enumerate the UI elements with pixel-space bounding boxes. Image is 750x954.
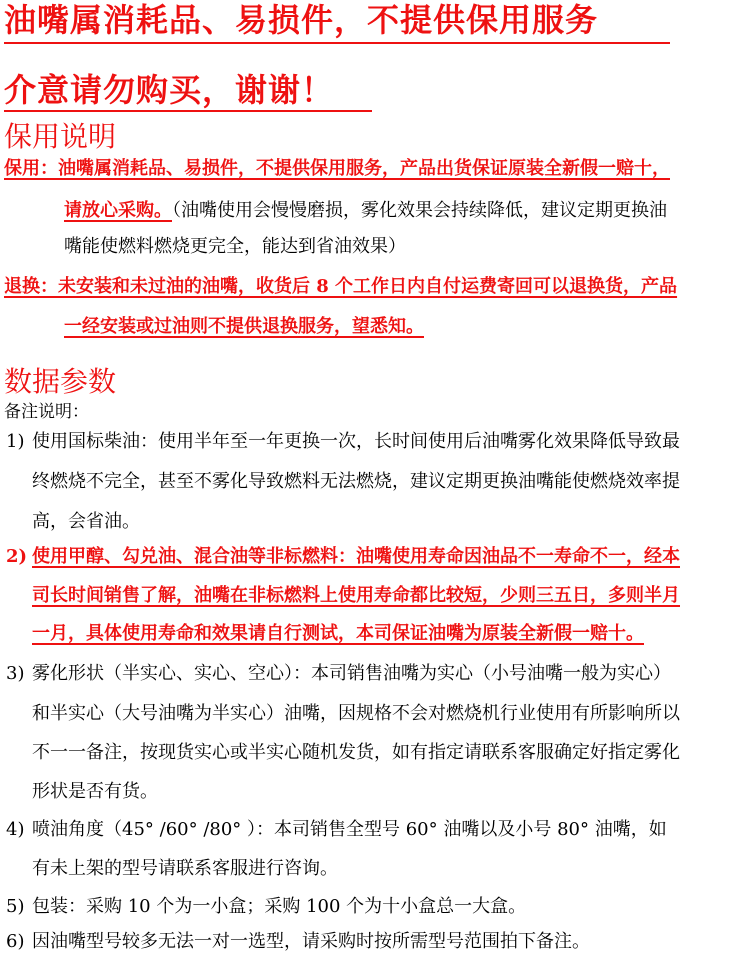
warranty-red-text-2: 请放心采购。 [64,200,172,221]
warranty-paragraph-line-3: 嘴能使燃料燃烧更完全，能达到省油效果） [64,236,406,257]
params-note-label: 备注说明： [4,402,89,422]
param-item-3-line-2: 和半实心（大号油嘴为半实心）油嘴，因规格不会对燃烧机行业使用有所影响所以 [32,703,680,724]
param-item-2-num: 2) [6,546,28,567]
notice-line-2: 介意请勿购买，谢谢！ [4,71,335,109]
notice-underline-2 [4,110,372,112]
return-text-1: 未安装和未过油的油嘴，收货后 8 个工作日内自付运费寄回可以退换货，产品 [58,276,678,297]
warranty-black-text-2: （油嘴使用会慢慢磨损，雾化效果会持续降低，建议定期更换油 [172,200,667,221]
param-item-4-line-2: 有未上架的型号请联系客服进行咨询。 [32,858,338,879]
param-item-6-line-1: 因油嘴型号较多无法一对一选型，请采购时按所需型号范围拍下备注。 [32,931,590,952]
param-item-2-line-3: 一月，具体使用寿命和效果请自行测试，本司保证油嘴为原装全新假一赔十。 [32,623,644,644]
param-item-4-num: 4) [6,819,25,840]
return-paragraph-line-1 [4,275,677,299]
param-item-5-line-1: 包装：采购 10 个为一小盒；采购 100 个为十小盒总一大盒。 [32,896,527,917]
param-item-1-line-3: 高，会省油。 [32,511,140,532]
param-item-1-num: 1) [6,431,25,452]
notice-underline-1 [4,42,670,44]
param-item-1-line-1: 使用国标柴油：使用半年至一年更换一次，长时间使用后油嘴雾化效果降低导致最 [32,431,680,452]
warranty-paragraph-line-2 [64,199,667,223]
return-paragraph-line-2: 一经安装或过油则不提供退换服务，望悉知。 [64,316,424,337]
notice-line-1: 油嘴属消耗品、易损件，不提供保用服务 [4,1,599,39]
params-section-title: 数据参数 [4,365,117,398]
param-item-3-line-4: 形状是否有货。 [32,781,158,802]
param-item-4-line-1: 喷油角度（45° /60° /80° ）：本司销售全型号 60° 油嘴以及小号 80° 油嘴，如 [32,819,667,840]
param-item-3-num: 3) [6,663,25,684]
warranty-paragraph-line-1 [4,157,670,181]
param-item-6-num: 6) [6,931,25,952]
warranty-label: 保用： [4,158,58,179]
param-item-3-line-3: 不一一备注，按现货实心或半实心随机发货，如有指定请联系客服确定好指定雾化 [32,742,680,763]
param-item-1-line-2: 终燃烧不完全，甚至不雾化导致燃料无法燃烧，建议定期更换油嘴能使燃烧效率提 [32,471,680,492]
warranty-red-text-1: 油嘴属消耗品、易损件，不提供保用服务，产品出货保证原装全新假一赔十， [58,158,670,179]
param-item-5-num: 5) [6,896,25,917]
param-item-2-line-1: 使用甲醇、勾兑油、混合油等非标燃料：油嘴使用寿命因油品不一寿命不一，经本 [32,546,680,567]
warranty-section-title: 保用说明 [4,120,117,153]
param-item-2-line-2: 司长时间销售了解，油嘴在非标燃料上使用寿命都比较短，少则三五日，多则半月 [32,585,680,606]
return-label: 退换： [4,276,58,297]
param-item-3-line-1: 雾化形状（半实心、实心、空心）：本司销售油嘴为实心（小号油嘴一般为实心） [32,663,671,684]
